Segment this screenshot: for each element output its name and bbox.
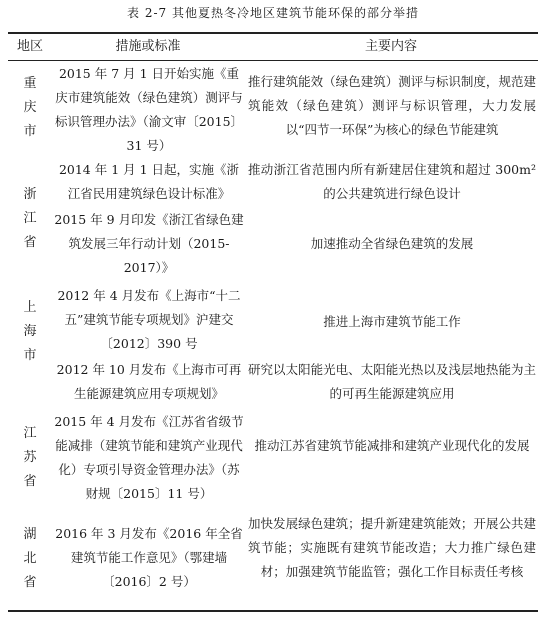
measure-cell: 2012 年 10 月发布《上海市可再生能源建筑应用专项规划》: [56, 362, 242, 401]
measure-cell: 2015 年 4 月发布《江苏省省级节能减排（建筑节能和建筑产业现代化）专项引导资金管理办法》（苏财规〔2015〕11 号）: [54, 414, 244, 501]
region-char: 北: [23, 551, 37, 566]
region-char: 苏: [23, 450, 37, 465]
region-char: 重: [23, 76, 37, 91]
header-content: 主要内容: [364, 39, 417, 54]
region-char: 浙: [23, 187, 37, 202]
content-cell: 推动浙江省范围内所有新建居住建筑和超过 300m² 的公共建筑进行绿色设计: [248, 162, 536, 201]
measure-cell: 2015 年 9 月印发《浙江省绿色建筑发展三年行动计划（2015-2017）》: [54, 212, 244, 275]
content-cell: 推行建筑能效（绿色建筑）测评与标识制度，规范建筑能效（绿色建筑）测评与标识管理，大力发展以“四节一环保”为核心的绿色节能建筑: [248, 74, 536, 137]
region-char: 省: [23, 575, 37, 590]
region-char: 江: [23, 426, 37, 441]
content-cell: 推进上海市建筑节能工作: [323, 314, 461, 329]
header-region: 地区: [16, 39, 43, 54]
region-char: 湖: [23, 527, 37, 542]
content-cell: 加速推动全省绿色建筑的发展: [310, 236, 474, 251]
table-bottom-rule: [8, 610, 538, 612]
region-char: 庆: [23, 100, 37, 115]
region-char: 海: [23, 324, 37, 339]
content-cell: 加快发展绿色建筑；提升新建建筑能效；开展公共建筑节能；实施既有建筑节能改造；大力推广绿色建材；加强建筑节能监管；强化工作目标责任考核: [248, 516, 536, 579]
region-cell-chongqing: [8, 62, 52, 154]
region-cell-zhejiang: [8, 156, 52, 282]
measure-cell: 2012 年 4 月发布《上海市“十二五”建筑节能专项规划》沪建交〔2012〕390 号: [57, 288, 241, 351]
region-char: 市: [23, 348, 37, 363]
measure-cell: 2015 年 7 月 1 日开始实施《重庆市建筑能效（绿色建筑）测评与标识管理办法》（渝文审〔2015〕31 号）: [54, 66, 244, 153]
region-char: 江: [23, 211, 37, 226]
measure-cell: 2016 年 3 月发布《2016 年全省建筑节能工作意见》（鄂建墙〔2016〕2 号）: [55, 526, 243, 589]
header-rule: [8, 60, 538, 61]
table-caption: 表 2-7 其他夏热冬冷地区建筑节能环保的部分举措: [127, 6, 419, 20]
region-char: 省: [23, 474, 37, 489]
table-top-rule: [8, 32, 538, 34]
region-cell-shanghai: [8, 284, 52, 380]
content-cell: 推动江苏省建筑节能减排和建筑产业现代化的发展: [254, 438, 530, 453]
measure-cell: 2014 年 1 月 1 日起，实施《浙江省民用建筑绿色设计标准》: [58, 162, 240, 201]
region-cell-jiangsu: [8, 408, 52, 508]
region-char: 上: [23, 300, 37, 315]
content-cell: 研究以太阳能光电、太阳能光热以及浅层地热能为主的可再生能源建筑应用: [248, 362, 536, 401]
header-measure: 措施或标准: [115, 39, 181, 54]
region-cell-hubei: [8, 514, 52, 604]
region-char: 市: [23, 124, 37, 139]
region-char: 省: [23, 235, 37, 250]
